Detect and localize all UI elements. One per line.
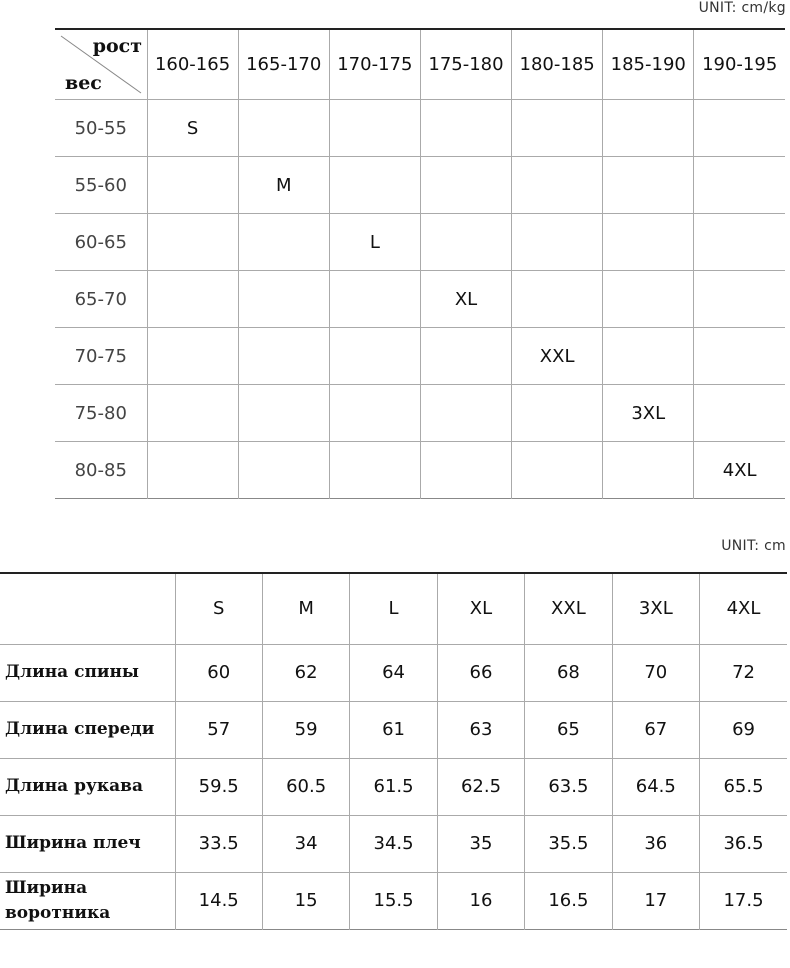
height-range-header: 190-195 — [694, 29, 785, 100]
size-chart-row — [55, 442, 785, 499]
measurement-label: Длина рукава — [0, 758, 175, 815]
empty-cell — [512, 385, 603, 442]
size-chart-row — [55, 328, 785, 385]
measurement-value: 35.5 — [525, 815, 612, 872]
size-cell: M — [238, 157, 329, 214]
size-cell: L — [329, 214, 420, 271]
empty-cell — [147, 157, 238, 214]
empty-cell — [603, 328, 694, 385]
size-header: S — [175, 573, 262, 644]
measurement-value: 17 — [612, 872, 699, 929]
size-cell: S — [147, 100, 238, 157]
empty-cell — [329, 157, 420, 214]
empty-cell — [694, 214, 785, 271]
corner-cell — [55, 29, 147, 100]
height-range-header: 170-175 — [329, 29, 420, 100]
measurement-value: 62 — [262, 644, 349, 701]
measurement-label: Ширина плеч — [0, 815, 175, 872]
empty-cell — [603, 100, 694, 157]
empty-cell — [238, 271, 329, 328]
empty-cell — [420, 328, 511, 385]
size-header: M — [262, 573, 349, 644]
height-range-header: 160-165 — [147, 29, 238, 100]
measurement-value: 70 — [612, 644, 699, 701]
size-chart-row — [55, 385, 785, 442]
measurement-value: 61 — [350, 701, 437, 758]
empty-cell — [694, 328, 785, 385]
measurement-value: 64.5 — [612, 758, 699, 815]
measurement-value: 68 — [525, 644, 612, 701]
measurement-value: 34 — [262, 815, 349, 872]
size-header: XXL — [525, 573, 612, 644]
empty-cell — [238, 100, 329, 157]
empty-cell — [420, 157, 511, 214]
measurement-value: 66 — [437, 644, 524, 701]
empty-cell — [329, 328, 420, 385]
measurement-value: 33.5 — [175, 815, 262, 872]
empty-cell — [329, 442, 420, 499]
size-header: 4XL — [700, 573, 787, 644]
measurement-value: 17.5 — [700, 872, 787, 929]
measurement-value: 36 — [612, 815, 699, 872]
empty-cell — [238, 385, 329, 442]
empty-cell — [512, 442, 603, 499]
empty-cell — [420, 214, 511, 271]
size-header: 3XL — [612, 573, 699, 644]
measurement-value: 36.5 — [700, 815, 787, 872]
height-range-header: 185-190 — [603, 29, 694, 100]
measurement-value: 63 — [437, 701, 524, 758]
empty-cell — [147, 385, 238, 442]
size-cell: XL — [420, 271, 511, 328]
weight-range-label: 75-80 — [55, 385, 147, 442]
measurement-value: 59.5 — [175, 758, 262, 815]
measurement-value: 65.5 — [700, 758, 787, 815]
weight-range-label: 70-75 — [55, 328, 147, 385]
empty-cell — [147, 328, 238, 385]
measurement-value: 67 — [612, 701, 699, 758]
weight-range-label: 60-65 — [55, 214, 147, 271]
height-axis-label: рост — [92, 35, 142, 57]
size-chart-row — [55, 271, 785, 328]
corner-diagonal — [55, 30, 147, 99]
empty-cell — [512, 271, 603, 328]
measurement-row — [0, 644, 787, 701]
empty-cell — [238, 328, 329, 385]
size-chart-row — [55, 214, 785, 271]
measurement-value: 16 — [437, 872, 524, 929]
measurement-row — [0, 872, 787, 929]
size-cell: 3XL — [603, 385, 694, 442]
weight-range-label: 65-70 — [55, 271, 147, 328]
size-header: L — [350, 573, 437, 644]
size-cell: 4XL — [694, 442, 785, 499]
measurement-value: 64 — [350, 644, 437, 701]
unit-label-cm: UNIT: cm — [721, 538, 786, 554]
weight-axis-label: вес — [65, 72, 102, 94]
empty-cell — [147, 214, 238, 271]
empty-cell — [420, 442, 511, 499]
weight-range-label: 50-55 — [55, 100, 147, 157]
measurement-row — [0, 758, 787, 815]
height-weight-size-table — [55, 28, 785, 499]
height-range-header: 165-170 — [238, 29, 329, 100]
empty-cell — [147, 442, 238, 499]
empty-cell — [512, 157, 603, 214]
measurement-value: 15 — [262, 872, 349, 929]
measurement-value: 15.5 — [350, 872, 437, 929]
measurement-value: 59 — [262, 701, 349, 758]
size-chart-row — [55, 100, 785, 157]
size-chart-header-row — [55, 29, 785, 100]
empty-cell — [694, 385, 785, 442]
height-range-header: 180-185 — [512, 29, 603, 100]
measurement-value: 34.5 — [350, 815, 437, 872]
measurement-value: 57 — [175, 701, 262, 758]
empty-cell — [603, 214, 694, 271]
measurement-value: 72 — [700, 644, 787, 701]
measurement-value: 65 — [525, 701, 612, 758]
measurement-table — [0, 572, 787, 930]
empty-cell — [603, 157, 694, 214]
empty-cell — [238, 442, 329, 499]
empty-cell — [512, 100, 603, 157]
empty-cell — [512, 214, 603, 271]
height-range-header: 175-180 — [420, 29, 511, 100]
empty-cell — [147, 271, 238, 328]
empty-cell — [694, 157, 785, 214]
measurement-label: Ширина воротника — [0, 872, 175, 929]
measurement-value: 61.5 — [350, 758, 437, 815]
measurement-value: 62.5 — [437, 758, 524, 815]
size-cell: XXL — [512, 328, 603, 385]
measurement-label: Длина спины — [0, 644, 175, 701]
empty-cell — [329, 385, 420, 442]
measurement-value: 60.5 — [262, 758, 349, 815]
size-chart-row — [55, 157, 785, 214]
measurement-label: Длина спереди — [0, 701, 175, 758]
weight-range-label: 80-85 — [55, 442, 147, 499]
empty-cell — [694, 271, 785, 328]
unit-label-cm-kg: UNIT: cm/kg — [698, 0, 786, 16]
measurement-value: 63.5 — [525, 758, 612, 815]
empty-cell — [329, 100, 420, 157]
empty-cell — [420, 385, 511, 442]
measurement-value: 35 — [437, 815, 524, 872]
weight-range-label: 55-60 — [55, 157, 147, 214]
measurement-value: 60 — [175, 644, 262, 701]
empty-cell — [694, 100, 785, 157]
empty-cell — [603, 271, 694, 328]
measurement-row — [0, 815, 787, 872]
blank-corner-cell — [0, 573, 175, 644]
measurement-value: 16.5 — [525, 872, 612, 929]
empty-cell — [603, 442, 694, 499]
measurement-value: 69 — [700, 701, 787, 758]
measurement-value: 14.5 — [175, 872, 262, 929]
empty-cell — [420, 100, 511, 157]
empty-cell — [329, 271, 420, 328]
measurement-header-row — [0, 573, 787, 644]
measurement-row — [0, 701, 787, 758]
size-header: XL — [437, 573, 524, 644]
empty-cell — [238, 214, 329, 271]
